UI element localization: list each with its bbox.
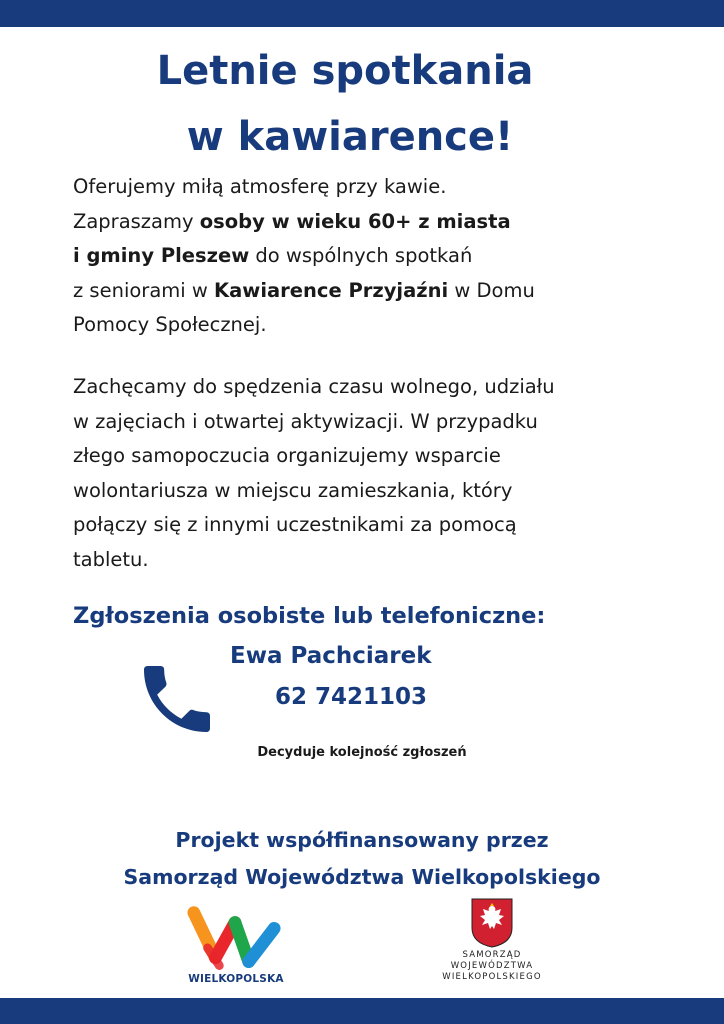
intro-bold-text: osoby w wieku 60+ z miasta (199, 209, 511, 233)
intro-line-1: Oferujemy miłą atmosferę przy kawie. (73, 175, 447, 198)
contact-phone-number[interactable]: 62 7421103 (275, 684, 428, 710)
intro-line-4 (73, 274, 693, 309)
intro-line-2 (73, 205, 693, 240)
bottom-banner-bar (0, 998, 724, 1024)
details-line-6: tabletu. (73, 547, 149, 571)
details-line-4: wolontariusza w miejscu zamieszkania, który (73, 478, 513, 502)
top-banner-bar (0, 0, 724, 27)
details-line-1: Zachęcamy do spędzenia czasu wolnego, udziału (73, 375, 555, 398)
details-paragraph (73, 370, 693, 577)
details-line-5: połączy się z innymi uczestnikami za pomocą (73, 513, 517, 536)
details-line-2: w zajęciach i otwartej aktywizacji. W przypadku (73, 409, 538, 433)
intro-line-5: Pomocy Społecznej. (73, 313, 267, 336)
intro-line-3 (73, 239, 693, 274)
intro-bold-text: i gminy Pleszew (73, 244, 250, 267)
samorzad-logo-line-2: WOJEWÓDZTWA (450, 961, 534, 971)
samorzad-logo-text (430, 950, 554, 983)
order-note: Decyduje kolejność zgłoszeń (257, 745, 467, 760)
contact-name: Ewa Pachciarek (230, 643, 432, 669)
intro-text: do wspólnych spotkań (249, 244, 473, 267)
funding-line-2: Samorząd Województwa Wielkopolskiego (123, 865, 601, 889)
title-line-2: w kawiarence! (186, 114, 514, 160)
funding-statement (0, 822, 724, 896)
title-line-1: Letnie spotkania (156, 48, 534, 94)
intro-paragraph (73, 170, 693, 343)
details-line-3: złego samopoczucia organizujemy wsparcie (73, 444, 501, 467)
phone-icon (133, 655, 221, 743)
samorzad-logo-line-3: WIELKOPOLSKIEGO (442, 972, 542, 982)
eagle-crest-icon (471, 898, 513, 948)
funding-line-1: Projekt współfinansowany przez (175, 828, 549, 852)
intro-text: z seniorami w (73, 278, 215, 302)
samorzad-logo-line-1: SAMORZĄD (462, 950, 522, 960)
cafe-name: Kawiarence Przyjaźni (214, 278, 449, 302)
wielkopolska-logo-text: WIELKOPOLSKA (188, 973, 284, 985)
intro-text: Zapraszamy (73, 209, 200, 233)
page-title (0, 38, 690, 170)
intro-text: w Domu (448, 278, 535, 302)
contact-heading: Zgłoszenia osobiste lub telefoniczne: (73, 603, 546, 629)
